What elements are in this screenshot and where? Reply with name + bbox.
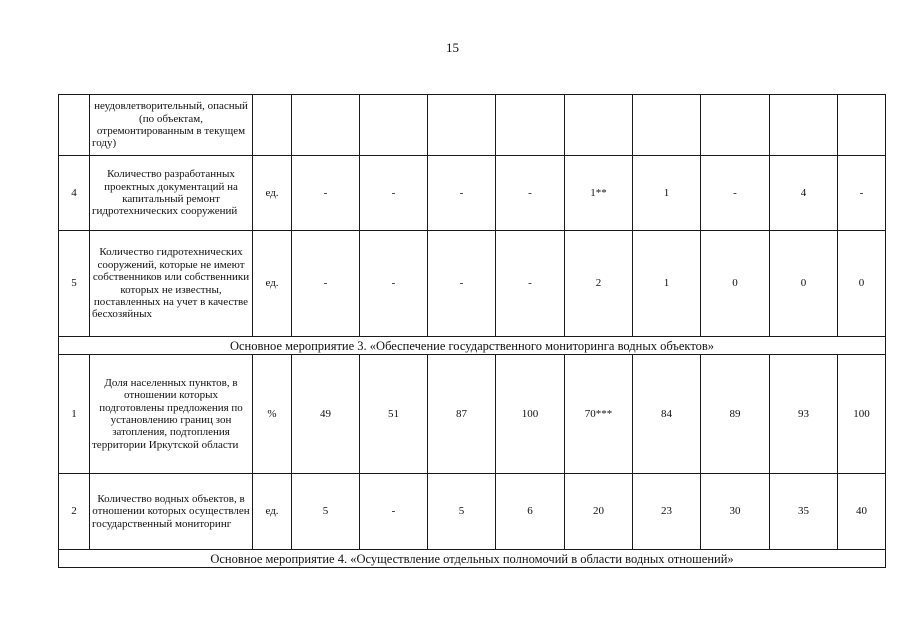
indicator-name: Количество водных объектов, в отношении которых осуществлен государственный мониторинг xyxy=(90,474,253,550)
value-cell: 70*** xyxy=(565,355,633,474)
section-title: Основное мероприятие 3. «Обеспечение государственного мониторинга водных объектов» xyxy=(59,337,886,355)
section-row xyxy=(59,337,886,355)
value-cell: 35 xyxy=(770,474,838,550)
value-cell: 0 xyxy=(770,231,838,337)
value-cell: 87 xyxy=(428,355,496,474)
value-cell xyxy=(701,95,770,156)
value-cell: 6 xyxy=(496,474,565,550)
value-cell: 51 xyxy=(360,355,428,474)
value-cell: 0 xyxy=(701,231,770,337)
unit-cell xyxy=(253,95,292,156)
value-cell xyxy=(633,95,701,156)
value-cell: - xyxy=(360,156,428,231)
value-cell: 49 xyxy=(292,355,360,474)
value-cell xyxy=(360,95,428,156)
value-cell: - xyxy=(428,156,496,231)
value-cell: 5 xyxy=(292,474,360,550)
row-number xyxy=(59,95,90,156)
value-cell: 40 xyxy=(838,474,886,550)
unit-cell: ед. xyxy=(253,474,292,550)
value-cell xyxy=(428,95,496,156)
unit-cell: % xyxy=(253,355,292,474)
table-body xyxy=(59,95,886,568)
value-cell xyxy=(838,95,886,156)
table-row xyxy=(59,474,886,550)
section-title: Основное мероприятие 4. «Осуществление отдельных полномочий в области водных отношений» xyxy=(59,550,886,568)
indicator-name: неудовлетворительный, опасный (по объектам, отремонтированным в текущем году) xyxy=(90,95,253,156)
row-number: 1 xyxy=(59,355,90,474)
indicator-name: Количество гидротехнических сооружений, которые не имеют собственников или собственники которых не известны, поставленных на учет в качестве бесхозяйных xyxy=(90,231,253,337)
value-cell: - xyxy=(838,156,886,231)
value-cell: - xyxy=(292,156,360,231)
table-row xyxy=(59,231,886,337)
unit-cell: ед. xyxy=(253,156,292,231)
value-cell: 4 xyxy=(770,156,838,231)
value-cell: 1 xyxy=(633,231,701,337)
value-cell: - xyxy=(360,231,428,337)
value-cell xyxy=(496,95,565,156)
unit-cell: ед. xyxy=(253,231,292,337)
page-number: 15 xyxy=(446,40,459,55)
value-cell: 20 xyxy=(565,474,633,550)
value-cell: 93 xyxy=(770,355,838,474)
value-cell: 2 xyxy=(565,231,633,337)
value-cell: 30 xyxy=(701,474,770,550)
value-cell: 1** xyxy=(565,156,633,231)
value-cell: - xyxy=(360,474,428,550)
value-cell xyxy=(292,95,360,156)
section-row xyxy=(59,550,886,568)
value-cell: - xyxy=(496,156,565,231)
indicators-table xyxy=(58,94,886,568)
value-cell: 1 xyxy=(633,156,701,231)
row-number: 5 xyxy=(59,231,90,337)
value-cell: - xyxy=(292,231,360,337)
value-cell: 5 xyxy=(428,474,496,550)
table-row xyxy=(59,355,886,474)
value-cell: 23 xyxy=(633,474,701,550)
value-cell: 0 xyxy=(838,231,886,337)
value-cell xyxy=(770,95,838,156)
value-cell: 89 xyxy=(701,355,770,474)
value-cell: - xyxy=(428,231,496,337)
value-cell: 100 xyxy=(496,355,565,474)
row-number: 2 xyxy=(59,474,90,550)
table-row xyxy=(59,156,886,231)
indicator-name: Количество разработанных проектных документаций на капитальный ремонт гидротехнических сооружений xyxy=(90,156,253,231)
value-cell xyxy=(565,95,633,156)
value-cell: - xyxy=(496,231,565,337)
row-number: 4 xyxy=(59,156,90,231)
indicator-name: Доля населенных пунктов, в отношении которых подготовлены предложения по установлению границ зон затопления, подтопления территории Иркутской области xyxy=(90,355,253,474)
value-cell: 84 xyxy=(633,355,701,474)
table-row xyxy=(59,95,886,156)
value-cell: 100 xyxy=(838,355,886,474)
value-cell: - xyxy=(701,156,770,231)
